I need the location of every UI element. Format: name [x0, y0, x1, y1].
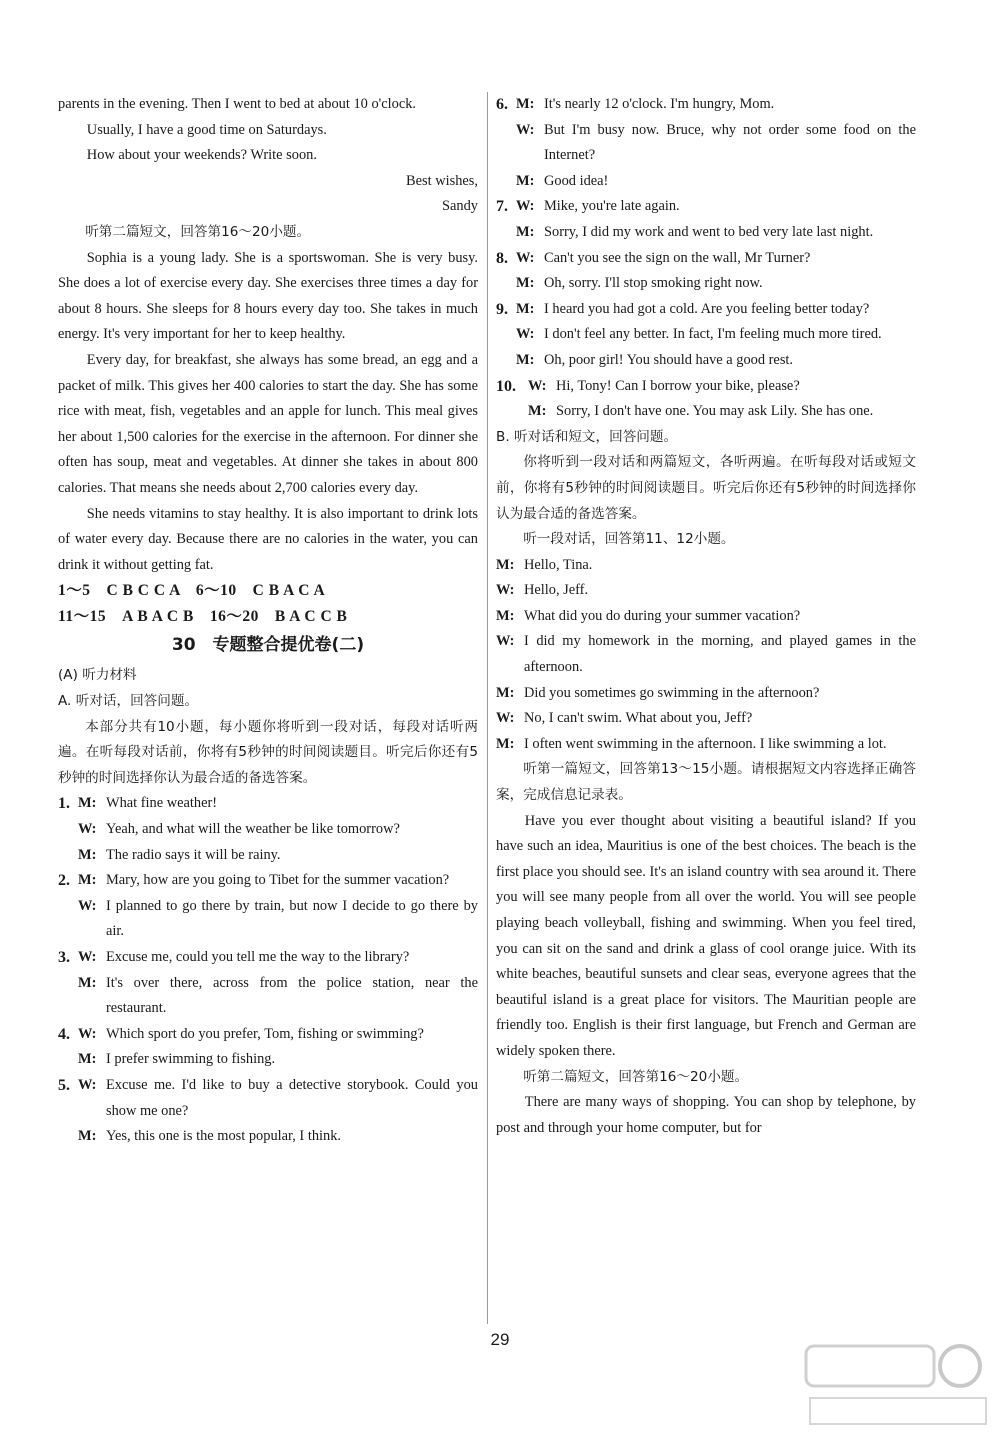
speaker-label: W: [78, 897, 97, 914]
question-number [496, 348, 516, 374]
speaker-label: M: [516, 300, 535, 317]
question-number: 4. [58, 1025, 70, 1043]
dialogue-text: Oh, poor girl! You should have a good rest. [544, 351, 794, 368]
dialogue-line [58, 1073, 478, 1124]
question-number: 10. [496, 377, 516, 395]
dialogue-text: Mike, you're late again. [544, 198, 680, 215]
dialogue-text: Hello, Tina. [524, 556, 593, 573]
dialogue-text: No, I can't swim. What about you, Jeff? [524, 710, 753, 727]
dialogue-text: Mary, how are you going to Tibet for the summer vacation? [106, 872, 450, 889]
letter-text: How about your weekends? Write soon. [86, 147, 317, 164]
speaker-label: W: [516, 326, 535, 343]
dialogue-text: It's over there, across from the police station, near the restaurant. [106, 974, 478, 1017]
speaker-label: M: [78, 1128, 97, 1145]
question-number [496, 220, 516, 246]
dialogue-text: I did my homework in the morning, and played games in the afternoon. [524, 633, 916, 676]
question-number [58, 817, 78, 843]
dialogue-text: Sorry, I did my work and went to bed very late last night. [544, 223, 874, 240]
speaker-label: M: [78, 872, 97, 889]
letter-text: Usually, I have a good time on Saturdays. [86, 121, 327, 138]
dialogue-line [496, 92, 916, 118]
dialogue-line [496, 578, 916, 604]
speaker-label: W: [516, 249, 535, 266]
question-number [58, 894, 78, 945]
answer-key: 11～15 A B A C B 16～20 B A C C B [58, 607, 348, 625]
question-number: 9. [496, 300, 508, 318]
speaker-label: M: [516, 223, 535, 240]
dialogue-text: Excuse me. I'd like to buy a detective storybook. Could you show me one? [106, 1076, 478, 1119]
right-column [496, 92, 916, 1141]
speaker-label: M: [528, 403, 547, 420]
dialogue-text: Hi, Tony! Can I borrow your bike, please? [556, 377, 800, 394]
dialogue-line [496, 681, 916, 707]
dialogue-line [58, 1124, 478, 1150]
dialogue-line [58, 791, 478, 817]
dialogue-line [58, 1022, 478, 1048]
dialogue-text: The radio says it will be rainy. [106, 846, 281, 863]
part-heading: A. 听对话，回答问题。 [58, 693, 199, 710]
question-number: 3. [58, 949, 70, 966]
section-heading: 听第一篇短文，回答第13～15小题。请根据短文内容选择正确答案，完成信息记录表。 [496, 761, 916, 804]
dialogue-line [496, 246, 916, 272]
section-title: 30 专题整合提优卷(二) [171, 635, 365, 656]
dialogue-text: Yeah, and what will the weather be like tomorrow? [106, 821, 400, 838]
dialogue-text: Did you sometimes go swimming in the afternoon? [524, 684, 820, 701]
speaker-label: W: [496, 710, 515, 727]
passage-paragraph: There are many ways of shopping. You can shop by telephone, by post and through your home computer, but for [496, 1094, 916, 1136]
dialogue-line [496, 169, 916, 195]
dialogue-line [58, 971, 478, 1022]
dialogue-text: I prefer swimming to fishing. [106, 1051, 276, 1068]
dialogue-text: It's nearly 12 o'clock. I'm hungry, Mom. [544, 96, 775, 112]
dialogue-text: Excuse me, could you tell me the way to the library? [106, 949, 410, 965]
conversation [496, 553, 916, 758]
left-column [58, 92, 478, 1150]
section-heading: 听第二篇短文，回答第16～20小题。 [85, 223, 311, 240]
dialogue-text: I heard you had got a cold. Are you feeling better today? [544, 300, 870, 317]
column-divider [487, 92, 488, 1324]
dialogue-line [496, 271, 916, 297]
question-number [58, 1124, 78, 1150]
speaker-label: W: [528, 377, 547, 394]
passage-paragraph: Every day, for breakfast, she always has some bread, an egg and a packet of milk. This gives her 400 calories to start the day. She has some rice with meat, fish, vegetables and an apple for lunch. This meal gives her about 1,500 calories for the exercise in the afternoon. For dinner she often has soup, meat and vegetables. At dinner she takes in about 800 calories. That means she needs about 2,700 calories every day. [58, 351, 478, 496]
passage-paragraph: She needs vitamins to stay healthy. It is also important to drink lots of water every day. Because there are no calories in the water, you can drink it without getting fat. [58, 505, 478, 573]
dialogue-text: What fine weather! [106, 795, 218, 812]
speaker-label: M: [516, 351, 535, 368]
dialogue-line [496, 348, 916, 374]
dialogue-text: Sorry, I don't have one. You may ask Lily. She has one. [556, 403, 874, 420]
speaker-label: W: [78, 821, 97, 838]
part-heading: B. 听对话和短文，回答问题。 [496, 428, 678, 445]
dialogue-list [496, 92, 916, 425]
dialogue-line [58, 817, 478, 843]
speaker-label: W: [516, 121, 535, 138]
question-number: 8. [496, 249, 508, 267]
dialogue-text: I don't feel any better. In fact, I'm feeling much more tired. [544, 326, 882, 343]
question-number [496, 399, 528, 425]
speaker-label: M: [496, 735, 515, 752]
dialogue-list [58, 791, 478, 1149]
question-number: 5. [58, 1076, 70, 1094]
dialogue-line [496, 604, 916, 630]
speaker-label: M: [78, 974, 97, 991]
dialogue-line [496, 118, 916, 169]
dialogue-text: But I'm busy now. Bruce, why not order some food on the Internet? [544, 121, 916, 164]
speaker-label: M: [496, 607, 515, 624]
question-number [58, 971, 78, 1022]
letter-text: parents in the evening. Then I went to bed at about 10 o'clock. [58, 96, 416, 112]
question-number: 6. [496, 96, 508, 113]
dialogue-line [496, 297, 916, 323]
question-number: 7. [496, 198, 508, 216]
dialogue-text: Hello, Jeff. [524, 582, 589, 599]
page-number: 29 [490, 1330, 510, 1349]
dialogue-text: Which sport do you prefer, Tom, fishing or swimming? [106, 1025, 424, 1042]
speaker-label: M: [516, 275, 535, 292]
question-number: 1. [58, 795, 70, 813]
watermark-logo-icon [800, 1338, 990, 1428]
dialogue-line [58, 1047, 478, 1073]
speaker-label: W: [78, 1076, 97, 1093]
speaker-label: M: [78, 846, 97, 863]
dialogue-line [496, 553, 916, 579]
dialogue-line [496, 374, 916, 400]
dialogue-text: Good idea! [544, 172, 609, 189]
part-instructions: 你将听到一段对话和两篇短文，各听两遍。在听每段对话或短文前，你将有5秒钟的时间阅读题目。听完后你还有5秒钟的时间选择你认为最合适的备选答案。 [496, 454, 916, 522]
speaker-label: W: [496, 582, 515, 599]
answer-key: 1～5 C B C C A 6～10 C B A C A [58, 582, 326, 600]
letter-closing: Best wishes, [406, 172, 478, 189]
dialogue-text: I planned to go there by train, but now I decide to go there by air. [106, 897, 478, 940]
section-heading: 听第二篇短文，回答第16～20小题。 [523, 1068, 749, 1085]
dialogue-line [496, 706, 916, 732]
dialogue-line [496, 322, 916, 348]
dialogue-text: Yes, this one is the most popular, I think. [106, 1128, 342, 1145]
question-number [496, 118, 516, 169]
dialogue-line [58, 894, 478, 945]
dialogue-text: I often went swimming in the afternoon. I like swimming a lot. [524, 735, 887, 752]
dialogue-text: What did you do during your summer vacation? [524, 607, 801, 624]
question-number [58, 1047, 78, 1073]
question-number [496, 271, 516, 297]
question-number: 2. [58, 872, 70, 890]
question-number [496, 322, 516, 348]
dialogue-line [496, 629, 916, 680]
dialogue-line [58, 868, 478, 894]
dialogue-text: Can't you see the sign on the wall, Mr Turner? [544, 249, 811, 266]
section-heading: 听一段对话，回答第11、12小题。 [523, 531, 735, 548]
dialogue-line [496, 220, 916, 246]
dialogue-line [58, 945, 478, 971]
speaker-label: M: [496, 684, 515, 701]
dialogue-text: Oh, sorry. I'll stop smoking right now. [544, 275, 763, 292]
question-number [58, 843, 78, 869]
speaker-label: W: [78, 1025, 97, 1042]
watermark-logo [800, 1338, 990, 1428]
speaker-label: M: [78, 1051, 97, 1068]
passage-paragraph: Have you ever thought about visiting a beautiful island? If you have such an idea, Mauritius is one of the best choices. The beach is the first place you should see. It's an island country with sea around it. There you will see many people from all over the world. You will see people playing beach volleyball, fishing and swimming. When you feel tired, you can sit on the sand and drink a glass of cool orange juice. With its white beaches, beautiful sunsets and clear seas, everyone agrees that the beautiful island is a great place for visitors. The Mauritian people are friendly too. English is their first language, but French and German are widely spoken there. [496, 812, 916, 1059]
part-label: (A) 听力材料 [58, 667, 137, 684]
speaker-label: W: [516, 198, 535, 215]
question-number [496, 169, 516, 195]
passage-paragraph: Sophia is a young lady. She is a sportswoman. She is very busy. She does a lot of exercise every day. She exercises three times a day for about 8 hours. She sleeps for 8 hours every day too. She takes in much energy. It's very important for her to keep healthy. [58, 249, 478, 343]
speaker-label: M: [78, 795, 97, 812]
dialogue-line [58, 843, 478, 869]
speaker-label: M: [516, 96, 535, 112]
dialogue-line [496, 732, 916, 758]
speaker-label: W: [78, 949, 97, 965]
speaker-label: M: [496, 556, 515, 573]
part-instructions: 本部分共有10小题，每小题你将听到一段对话，每段对话听两遍。在听每段对话前，你将有5秒钟的时间阅读题目。听完后你还有5秒钟的时间选择你认为最合适的备选答案。 [58, 718, 478, 786]
dialogue-line [496, 399, 916, 425]
letter-signature: Sandy [442, 198, 478, 215]
speaker-label: W: [496, 633, 515, 650]
dialogue-line [496, 194, 916, 220]
speaker-label: M: [516, 172, 535, 189]
